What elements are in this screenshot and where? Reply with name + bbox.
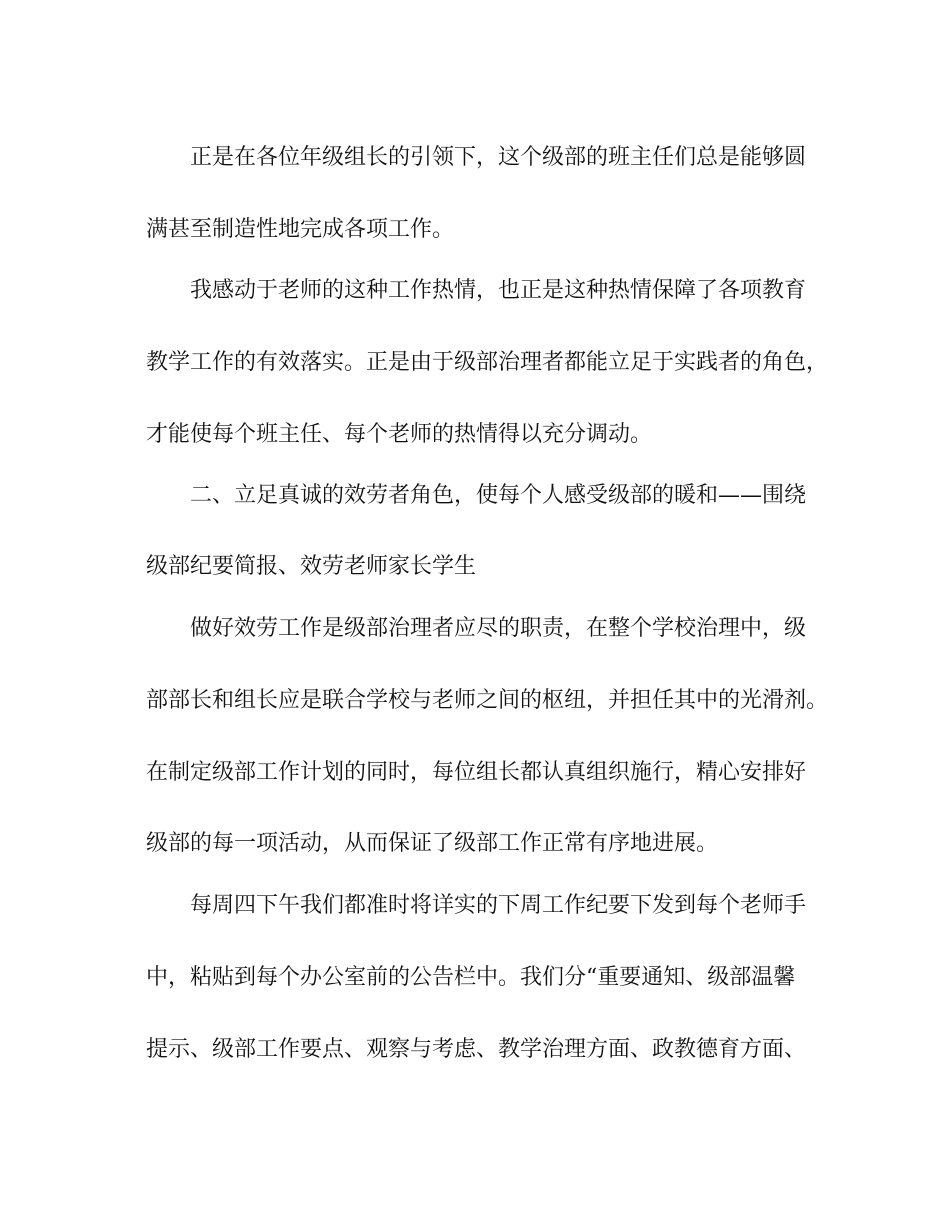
text-line: 教学工作的有效落实。正是由于级部治理者都能立足于实践者的角色， [146, 350, 829, 375]
text-line: 级部纪要简报、效劳老师家长学生 [146, 554, 477, 579]
text-line: 级部的每一项活动，从而保证了级部工作正常有序地进展。 [146, 831, 719, 856]
text-line: 做好效劳工作是级部治理者应尽的职责，在整个学校治理中，级 [190, 616, 807, 641]
text-line: 我感动于老师的这种工作热情，也正是这种热情保障了各项教育 [190, 278, 807, 303]
text-line: 二、立足真诚的效劳者角色，使每个人感受级部的暖和——围绕 [190, 483, 807, 508]
text-line: 部部长和组长应是联合学校与老师之间的枢纽，并担任其中的光滑剂。 [146, 688, 829, 713]
text-line: 在制定级部工作计划的同时，每位组长都认真组织施行，精心安排好 [146, 760, 807, 785]
text-line: 正是在各位年级组长的引领下，这个级部的班主任们总是能够圆 [190, 145, 807, 170]
text-line: 中，粘贴到每个办公室前的公告栏中。我们分“重要通知、级部温馨 [146, 965, 796, 990]
text-line: 满甚至制造性地完成各项工作。 [146, 217, 455, 242]
text-line: 提示、级部工作要点、观察与考虑、教学治理方面、政教德育方面、 [146, 1037, 807, 1062]
text-line: 每周四下午我们都准时将详实的下周工作纪要下发到每个老师手 [190, 893, 807, 918]
text-line: 才能使每个班主任、每个老师的热情得以充分调动。 [146, 422, 653, 447]
